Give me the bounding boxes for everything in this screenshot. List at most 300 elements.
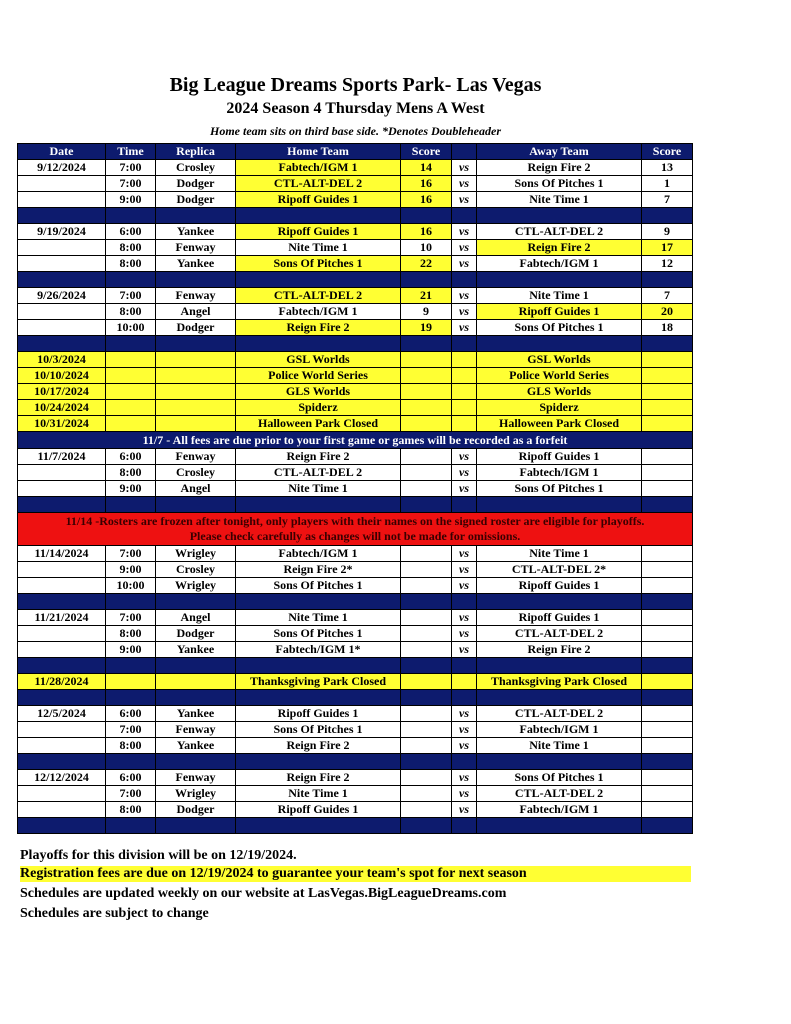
away-team-cell: CTL-ALT-DEL 2* [477, 562, 642, 578]
field-cell: Fenway [156, 449, 236, 465]
away-score-cell: 13 [642, 160, 693, 176]
home-team-cell: Reign Fire 2* [236, 562, 401, 578]
field-cell: Crosley [156, 160, 236, 176]
away-score-cell [642, 738, 693, 754]
spacer-cell [477, 818, 642, 834]
date-cell: 10/31/2024 [18, 416, 106, 432]
home-score-cell: 9 [401, 304, 452, 320]
date-cell: 11/7/2024 [18, 449, 106, 465]
home-event-cell: Spiderz [236, 400, 401, 416]
spacer-row [18, 594, 693, 610]
home-team-cell: Sons Of Pitches 1 [236, 578, 401, 594]
away-score-cell [642, 802, 693, 818]
game-row [18, 481, 693, 497]
field-cell: Dodger [156, 320, 236, 336]
time-cell: 8:00 [106, 802, 156, 818]
home-score-cell [401, 562, 452, 578]
away-score-cell [642, 786, 693, 802]
date-cell [18, 192, 106, 208]
spacer-cell [642, 594, 693, 610]
away-team-cell: Fabtech/IGM 1 [477, 465, 642, 481]
home-score-cell [401, 738, 452, 754]
date-cell [18, 465, 106, 481]
game-row [18, 626, 693, 642]
away-team-cell: Reign Fire 2 [477, 160, 642, 176]
home-event-cell: Police World Series [236, 368, 401, 384]
spacer-cell [477, 594, 642, 610]
time-cell: 8:00 [106, 304, 156, 320]
away-score-cell [642, 706, 693, 722]
field-cell: Angel [156, 610, 236, 626]
game-row [18, 562, 693, 578]
table-header-row [18, 144, 693, 160]
spacer-cell [106, 497, 156, 513]
spacer-cell [18, 658, 106, 674]
notice-text: 11/7 - All fees are due prior to your first game or games will be recorded as a forfeit [18, 432, 693, 449]
away-score-cell [642, 770, 693, 786]
home-score-cell [401, 786, 452, 802]
field-cell: Yankee [156, 642, 236, 658]
spacer-row [18, 690, 693, 706]
home-team-cell: Nite Time 1 [236, 240, 401, 256]
vs-cell: vs [452, 481, 477, 497]
home-event-cell: GSL Worlds [236, 352, 401, 368]
home-event-cell: Halloween Park Closed [236, 416, 401, 432]
home-team-cell: Fabtech/IGM 1* [236, 642, 401, 658]
notice-row [18, 432, 693, 449]
vs-cell: vs [452, 546, 477, 562]
spacer-cell [236, 594, 401, 610]
vs-cell [452, 368, 477, 384]
closed-row [18, 400, 693, 416]
time-cell: 7:00 [106, 546, 156, 562]
home-team-cell: CTL-ALT-DEL 2 [236, 288, 401, 304]
time-cell [106, 400, 156, 416]
time-cell [106, 352, 156, 368]
col-header [452, 144, 477, 160]
time-cell: 9:00 [106, 562, 156, 578]
spacer-cell [642, 818, 693, 834]
vs-cell: vs [452, 626, 477, 642]
away-event-cell: GLS Worlds [477, 384, 642, 400]
home-team-cell: Nite Time 1 [236, 610, 401, 626]
game-row [18, 192, 693, 208]
home-score-cell [401, 546, 452, 562]
home-event-cell: GLS Worlds [236, 384, 401, 400]
time-cell: 8:00 [106, 626, 156, 642]
date-cell [18, 320, 106, 336]
home-score-cell [401, 642, 452, 658]
away-team-cell: Ripoff Guides 1 [477, 610, 642, 626]
spacer-cell [477, 658, 642, 674]
spacer-cell [18, 690, 106, 706]
col-header: Home Team [236, 144, 401, 160]
vs-cell [452, 384, 477, 400]
away-team-cell: Ripoff Guides 1 [477, 304, 642, 320]
field-cell: Dodger [156, 626, 236, 642]
field-cell: Angel [156, 304, 236, 320]
away-score-cell: 20 [642, 304, 693, 320]
spacer-cell [452, 658, 477, 674]
date-cell [18, 481, 106, 497]
spacer-cell [477, 690, 642, 706]
website-note: Schedules are updated weekly on our website at LasVegas.BigLeagueDreams.com [20, 886, 507, 901]
away-team-cell: Fabtech/IGM 1 [477, 256, 642, 272]
home-score-cell: 22 [401, 256, 452, 272]
date-cell [18, 738, 106, 754]
field-cell: Angel [156, 481, 236, 497]
time-cell [106, 674, 156, 690]
vs-cell: vs [452, 738, 477, 754]
time-cell: 6:00 [106, 449, 156, 465]
home-score-cell: 10 [401, 240, 452, 256]
closed-row [18, 368, 693, 384]
field-cell: Wrigley [156, 786, 236, 802]
field-cell: Crosley [156, 562, 236, 578]
page-subtitle: 2024 Season 4 Thursday Mens A West [226, 100, 485, 117]
away-event-cell: Police World Series [477, 368, 642, 384]
home-team-cell: Reign Fire 2 [236, 738, 401, 754]
spacer-cell [477, 272, 642, 288]
away-team-cell: CTL-ALT-DEL 2 [477, 626, 642, 642]
time-cell [106, 368, 156, 384]
field-cell: Dodger [156, 802, 236, 818]
field-cell: Fenway [156, 770, 236, 786]
spacer-cell [642, 754, 693, 770]
registration-note: Registration fees are due on 12/19/2024 to guarantee your team's spot for next season [20, 866, 691, 882]
home-score-cell [401, 400, 452, 416]
spacer-cell [236, 497, 401, 513]
spacer-cell [642, 208, 693, 224]
time-cell: 10:00 [106, 320, 156, 336]
spacer-row [18, 818, 693, 834]
field-cell [156, 352, 236, 368]
away-team-cell: Sons Of Pitches 1 [477, 320, 642, 336]
away-team-cell: Ripoff Guides 1 [477, 449, 642, 465]
spacer-cell [401, 272, 452, 288]
home-score-cell: 16 [401, 176, 452, 192]
vs-cell: vs [452, 786, 477, 802]
home-team-cell: Reign Fire 2 [236, 770, 401, 786]
home-team-cell: Sons Of Pitches 1 [236, 722, 401, 738]
closed-row [18, 352, 693, 368]
field-cell [156, 674, 236, 690]
field-cell [156, 400, 236, 416]
game-row [18, 578, 693, 594]
date-cell: 11/28/2024 [18, 674, 106, 690]
away-score-cell: 7 [642, 288, 693, 304]
time-cell: 10:00 [106, 578, 156, 594]
date-cell [18, 304, 106, 320]
away-event-cell: Thanksgiving Park Closed [477, 674, 642, 690]
closed-row [18, 416, 693, 432]
spacer-cell [477, 754, 642, 770]
time-cell: 8:00 [106, 465, 156, 481]
time-cell: 6:00 [106, 770, 156, 786]
spacer-cell [401, 594, 452, 610]
game-row [18, 449, 693, 465]
away-score-cell [642, 610, 693, 626]
spacer-cell [156, 754, 236, 770]
game-row [18, 288, 693, 304]
away-team-cell: Nite Time 1 [477, 192, 642, 208]
vs-cell: vs [452, 176, 477, 192]
date-cell [18, 722, 106, 738]
alert-line: Please check carefully as changes will not be made for omissions. [189, 529, 521, 543]
vs-cell: vs [452, 465, 477, 481]
away-score-cell [642, 626, 693, 642]
spacer-cell [452, 690, 477, 706]
vs-cell: vs [452, 642, 477, 658]
home-score-cell: 19 [401, 320, 452, 336]
date-cell [18, 176, 106, 192]
spacer-cell [477, 208, 642, 224]
time-cell: 7:00 [106, 610, 156, 626]
spacer-cell [236, 658, 401, 674]
away-team-cell: Reign Fire 2 [477, 642, 642, 658]
home-team-cell: Fabtech/IGM 1 [236, 546, 401, 562]
spacer-cell [156, 336, 236, 352]
date-cell: 11/21/2024 [18, 610, 106, 626]
spacer-cell [477, 336, 642, 352]
spacer-cell [156, 658, 236, 674]
date-cell: 9/12/2024 [18, 160, 106, 176]
field-cell: Dodger [156, 176, 236, 192]
date-cell: 10/10/2024 [18, 368, 106, 384]
closed-row [18, 384, 693, 400]
home-score-cell: 16 [401, 192, 452, 208]
date-cell [18, 626, 106, 642]
date-cell [18, 786, 106, 802]
home-team-cell: Sons Of Pitches 1 [236, 626, 401, 642]
home-team-cell: Reign Fire 2 [236, 320, 401, 336]
home-score-cell [401, 610, 452, 626]
spacer-cell [18, 594, 106, 610]
spacer-cell [236, 336, 401, 352]
home-score-cell [401, 368, 452, 384]
spacer-cell [106, 336, 156, 352]
spacer-cell [642, 690, 693, 706]
away-score-cell: 18 [642, 320, 693, 336]
spacer-row [18, 272, 693, 288]
spacer-cell [642, 272, 693, 288]
spacer-cell [156, 818, 236, 834]
away-score-cell [642, 562, 693, 578]
spacer-row [18, 208, 693, 224]
home-team-cell: Fabtech/IGM 1 [236, 160, 401, 176]
spacer-cell [452, 272, 477, 288]
game-row [18, 240, 693, 256]
spacer-cell [452, 208, 477, 224]
spacer-cell [236, 690, 401, 706]
away-team-cell: Nite Time 1 [477, 738, 642, 754]
field-cell [156, 416, 236, 432]
time-cell: 8:00 [106, 240, 156, 256]
time-cell: 8:00 [106, 256, 156, 272]
away-score-cell [642, 465, 693, 481]
spacer-cell [106, 272, 156, 288]
subject-to-change-note: Schedules are subject to change [20, 906, 209, 921]
spacer-cell [18, 754, 106, 770]
home-team-cell: CTL-ALT-DEL 2 [236, 176, 401, 192]
vs-cell: vs [452, 256, 477, 272]
spacer-cell [106, 690, 156, 706]
home-team-cell: Ripoff Guides 1 [236, 224, 401, 240]
col-header: Score [642, 144, 693, 160]
spacer-cell [18, 208, 106, 224]
game-row [18, 610, 693, 626]
game-row [18, 320, 693, 336]
away-score-cell [642, 449, 693, 465]
date-cell [18, 240, 106, 256]
col-header: Away Team [477, 144, 642, 160]
home-team-cell: Reign Fire 2 [236, 449, 401, 465]
spacer-cell [401, 208, 452, 224]
home-team-cell: Ripoff Guides 1 [236, 802, 401, 818]
field-cell: Wrigley [156, 546, 236, 562]
spacer-cell [106, 754, 156, 770]
game-row [18, 256, 693, 272]
field-cell: Yankee [156, 256, 236, 272]
date-cell [18, 802, 106, 818]
game-row [18, 786, 693, 802]
away-score-cell [642, 722, 693, 738]
page-title: Big League Dreams Sports Park- Las Vegas [169, 74, 542, 96]
alert-line: 11/14 -Rosters are frozen after tonight, only players with their names on the signed roster are eligible for playoffs. [65, 514, 645, 528]
home-score-cell [401, 626, 452, 642]
away-score-cell [642, 400, 693, 416]
time-cell: 8:00 [106, 738, 156, 754]
vs-cell: vs [452, 610, 477, 626]
spacer-cell [156, 497, 236, 513]
time-cell: 9:00 [106, 192, 156, 208]
away-score-cell [642, 481, 693, 497]
vs-cell: vs [452, 160, 477, 176]
time-cell: 7:00 [106, 288, 156, 304]
away-event-cell: Halloween Park Closed [477, 416, 642, 432]
vs-cell: vs [452, 802, 477, 818]
alert-cell [18, 513, 693, 546]
away-team-cell: Reign Fire 2 [477, 240, 642, 256]
field-cell: Crosley [156, 465, 236, 481]
away-score-cell [642, 578, 693, 594]
field-cell: Fenway [156, 240, 236, 256]
time-cell [106, 384, 156, 400]
away-team-cell: Nite Time 1 [477, 546, 642, 562]
time-cell: 7:00 [106, 176, 156, 192]
home-event-cell: Thanksgiving Park Closed [236, 674, 401, 690]
away-score-cell [642, 546, 693, 562]
vs-cell: vs [452, 320, 477, 336]
vs-cell [452, 416, 477, 432]
game-row [18, 224, 693, 240]
spacer-cell [236, 208, 401, 224]
date-cell: 9/19/2024 [18, 224, 106, 240]
spacer-cell [156, 690, 236, 706]
field-cell: Yankee [156, 706, 236, 722]
date-cell [18, 578, 106, 594]
schedule-table [17, 143, 693, 834]
home-score-cell [401, 352, 452, 368]
date-cell: 12/12/2024 [18, 770, 106, 786]
home-team-cell: Ripoff Guides 1 [236, 192, 401, 208]
vs-cell: vs [452, 770, 477, 786]
away-score-cell: 17 [642, 240, 693, 256]
spacer-cell [401, 497, 452, 513]
spacer-cell [156, 272, 236, 288]
vs-cell: vs [452, 192, 477, 208]
home-score-cell [401, 465, 452, 481]
alert-row [18, 513, 693, 546]
date-cell: 10/24/2024 [18, 400, 106, 416]
vs-cell [452, 352, 477, 368]
spacer-row [18, 754, 693, 770]
home-score-cell [401, 449, 452, 465]
game-row [18, 176, 693, 192]
vs-cell: vs [452, 722, 477, 738]
time-cell: 6:00 [106, 706, 156, 722]
vs-cell: vs [452, 240, 477, 256]
spacer-cell [401, 690, 452, 706]
spacer-cell [18, 272, 106, 288]
spacer-cell [18, 497, 106, 513]
home-score-cell [401, 384, 452, 400]
time-cell: 7:00 [106, 786, 156, 802]
spacer-cell [452, 754, 477, 770]
away-score-cell: 9 [642, 224, 693, 240]
spacer-cell [401, 818, 452, 834]
home-score-cell: 16 [401, 224, 452, 240]
vs-cell: vs [452, 304, 477, 320]
field-cell [156, 368, 236, 384]
game-row [18, 770, 693, 786]
vs-cell [452, 400, 477, 416]
home-score-cell [401, 674, 452, 690]
vs-cell [452, 674, 477, 690]
away-team-cell: Fabtech/IGM 1 [477, 802, 642, 818]
away-event-cell: Spiderz [477, 400, 642, 416]
field-cell: Wrigley [156, 578, 236, 594]
vs-cell: vs [452, 578, 477, 594]
spacer-cell [477, 497, 642, 513]
vs-cell: vs [452, 288, 477, 304]
away-team-cell: CTL-ALT-DEL 2 [477, 706, 642, 722]
spacer-cell [106, 658, 156, 674]
field-cell: Fenway [156, 288, 236, 304]
spacer-cell [106, 594, 156, 610]
time-cell: 7:00 [106, 722, 156, 738]
schedule-body [18, 160, 693, 834]
time-cell [106, 416, 156, 432]
date-cell [18, 562, 106, 578]
date-cell: 11/14/2024 [18, 546, 106, 562]
home-team-cell: Nite Time 1 [236, 481, 401, 497]
away-team-cell: Ripoff Guides 1 [477, 578, 642, 594]
date-cell [18, 642, 106, 658]
spacer-cell [452, 497, 477, 513]
spacer-row [18, 497, 693, 513]
col-header: Replica [156, 144, 236, 160]
spacer-cell [452, 818, 477, 834]
away-score-cell: 1 [642, 176, 693, 192]
date-cell: 10/3/2024 [18, 352, 106, 368]
spacer-cell [106, 208, 156, 224]
spacer-cell [642, 336, 693, 352]
spacer-cell [236, 818, 401, 834]
spacer-cell [452, 336, 477, 352]
game-row [18, 642, 693, 658]
home-score-cell [401, 802, 452, 818]
